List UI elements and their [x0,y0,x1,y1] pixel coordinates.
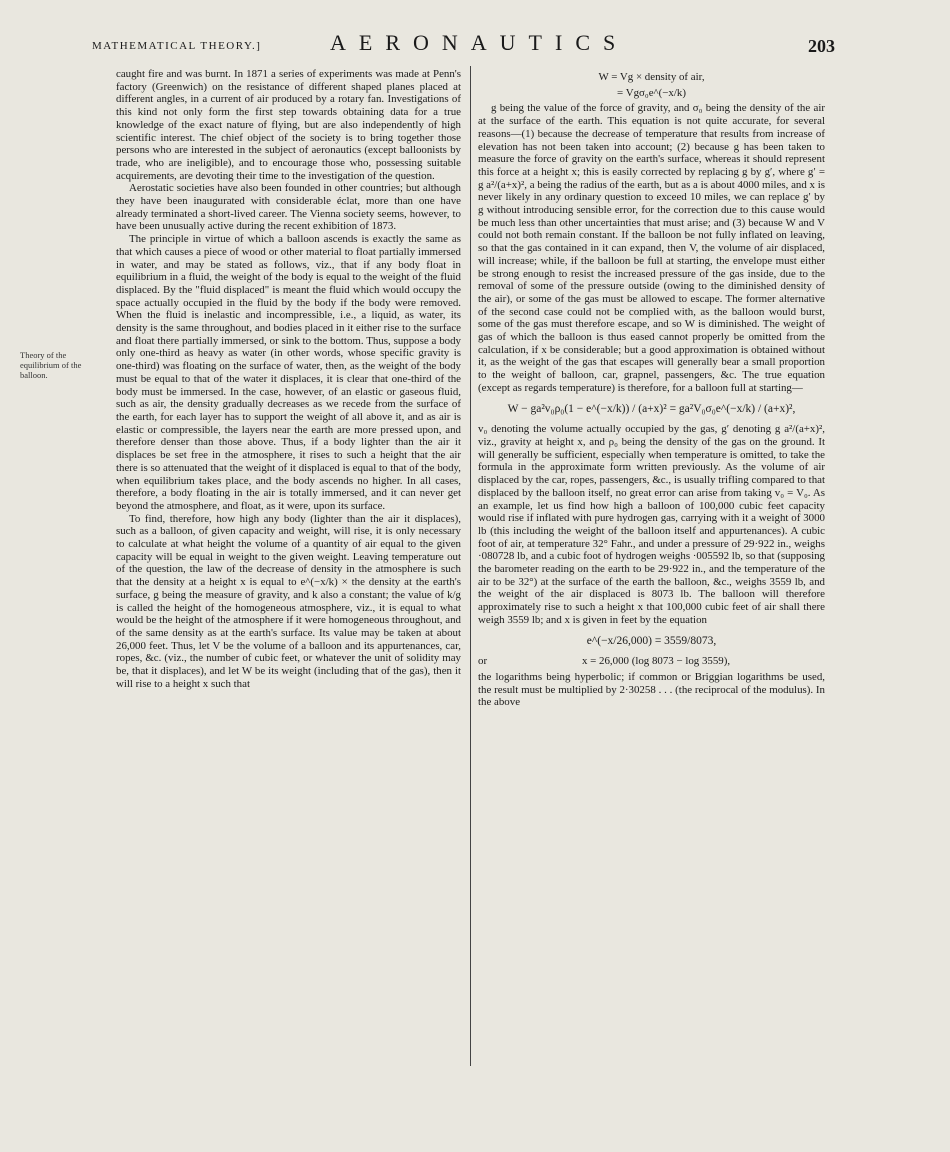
equation: x = 26,000 (log 8073 − log 3559), [581,655,731,668]
equation: e^(−x/26,000) = 3559/8073, [586,634,717,647]
paragraph: To find, therefore, how high any body (lighter than the air it displaces), such as a balloon, of given capacity and weight, will rise, it is only necessary to calculate at what height the volume of a quantity of air equal to the given capacity will be equal in weight to the given weight. Leaving temperature out of the question, the law of the decrease of density in the atmosphere is such that the density at a height x is equal to e^(−x/k) × the density at the earth's surface, g being the measure of gravity, and k also a constant; the value of k/g is called the height of the homogeneous atmosphere, viz., it is equal to what would be the height of the atmosphere if it were homogeneous throughout, and of the same density as at the earth's surface. Its value may be taken at about 26,000 feet. Thus, let V be the volume of a balloon and its appurtenances, car, ropes, &c. (viz., the number of cubic feet, or whatever the unit of solidity may be, that it displaces), and let W be its weight (including that of the gas), then it will rise to a height x such that [116,512,461,690]
equation: W − ga²v₀ρ₀(1 − e^(−x/k)) / (a+x)² = ga²V₀σ₀e^(−x/k) / (a+x)², [507,402,796,415]
running-head-title: AERONAUTICS [330,30,629,55]
left-column [116,68,461,690]
column-divider [470,66,471,1066]
paragraph: The principle in virtue of which a balloon ascends is exactly the same as that which causes a piece of wood or other material to float partially immersed in water, and may be stated as follows, viz., that if any body float in equilibrium in a fluid, the weight of the body is equal to the weight of the fluid displaced. By the "fluid displaced" is meant the fluid which would occupy the space actually occupied in the fluid by the body if the body were removed. When the fluid is inelastic and incompressible, i.e., a liquid, as water, its density is the same throughout, and bodies placed in it either rise to the surface and float there partially immersed, or sink to the bottom. Thus, suppose a body only one-third as heavy as water (in other words, whose specific gravity is one-third) was floating on the surface of water, then, as the weight of the body must be equal to that of the water it displaces, it is clear that one-third of the body must be immersed. In the case, however, of an elastic or gaseous fluid, such as air, the density gradually decreases as we recede from the surface of the earth, for each layer has to support the weight of all above it, and as air is elastic or compressible, the layers near the earth are more pressed upon, and therefore denser than those above. Thus, if a body lighter than the air it displaces be set free in the atmosphere, it rises to such a height that the air there is so attenuated that the weight of it displaced is equal to that of the body, when equilibrium takes place, and the body ascends no higher. In all cases, therefore, a body floating in the air is totally immersed, and it can never get beyond the atmosphere, and float, as it were, upon its surface. [116,233,461,512]
equation: W = Vg × density of air, [598,71,705,83]
equation: = Vgσ₀e^(−x/k) [617,86,686,99]
equation-line [478,655,825,668]
paragraph: caught fire and was burnt. In 1871 a series of experiments was made at Penn's factory (Greenwich) on the resistance of different shaped planes placed at different angles, in a current of air produced by a rotary fan. Investigations of this kind not only form the first step towards obtaining data for a true knowledge of the exact nature of flying, but are also independently of high scientific interest. The chief object of the society is to bring together those persons who are interested in the subject of aeronautics (except balloonists by trade, who are ineligible), and to encourage those who, possessing suitable acquirements, are devoting their time to the investigation of the question. [116,68,461,182]
right-column [478,68,825,709]
running-head-section: MATHEMATICAL THEORY.] [92,40,262,52]
page-number: 203 [808,36,835,56]
paragraph: Aerostatic societies have also been founded in other countries; but although they have been inaugurated with considerable éclat, more than one have already terminated a short-lived career. The Vienna society seems, however, to have been unusually active during the recent exhibition of 1873. [116,182,461,233]
paragraph: g being the value of the force of gravity, and σ₀ being the density of the air at the surface of the earth. This equation is not quite accurate, for several reasons—(1) because the decrease of temperature that results from increase of elevation has not been taken into account; (2) because g has been taken to measure the force of gravity on the earth's surface, whereas it should represent this force at a height x; this is easily corrected by replacing g by g′, where g′ = g a²/(a+x)², a being the radius of the earth, but as a is about 4000 miles, and x is never likely in any ordinary question to exceed 10 miles, we can replace g′ by g without introducing sensible error, for the correction due to this cause would be much less than other uncertainties that must arise; and (3) because W and V could not both remain constant. If the balloon be not fully inflated on leaving, so that the gas contained in it can expand, then V, the volume of air displaced, will increase; while, if the balloon be full at starting, the envelope must either be strong enough to resist the increased pressure of the gas inside, due to the removal of some of the pressure outside (owing to the diminished density of the air), or some of the gas must be allowed to escape. The former alternative of the second case could not be complied with, as the balloon would burst, some of the gas must therefore escape, and so W is diminished. The weight of gas of which the balloon is thus eased cannot properly be omitted from the calculation, if x be considerable; but a good approximation is obtained without it, as the weight of the gas that escapes will generally bear a small proportion to the weight of balloon, car, grapnel, passengers, &c. The true equation (except as regards temperature) is therefore, for a balloon full at starting— [478,102,825,394]
paragraph: the logarithms being hyperbolic; if common or Briggian logarithms be used, the result must be multiplied by 2·30258 . . . (the reciprocal of the modulus). In the above [478,670,825,709]
margin-note: Theory of the equilibrium of the balloon. [20,350,82,380]
equation-connective: or [478,655,488,668]
paragraph: v₀ denoting the volume actually occupied by the gas, g′ denoting g a²/(a+x)², viz., gravity at height x, and ρ₀ being the density of the gas on the ground. It will generally be sufficient, especially when temperature is omitted, to take the formula in the approximate form written previously. As the volume of air displaced by the car, ropes, passengers, &c., is usually trifling compared to that displaced by the balloon itself, no great error can arise from taking v₀ = V₀. As an example, let us find how high a balloon of 100,000 cubic feet capacity would rise if inflated with pure hydrogen gas, carrying with it a weight of 3000 lb (this including the weight of the balloon itself and appurtenances). A cubic foot of air, at temperature 32° Fahr., and under a pressure of 29·922 in., weighs ·080728 lb, and a cubic foot of hydrogen weighs ·005592 lb, so that (supposing the barometer reading on the earth to be 29·922 in., and the temperature of the air to be 32°) at the surface of the earth the balloon, &c., weighs 3559 lb, and the weight of the air displaced is 8073 lb. The balloon will therefore approximately rise to such a height x that 100,000 cubic feet of air shall there weigh 3559 lb; and x is given in feet by the equation [478,423,825,626]
